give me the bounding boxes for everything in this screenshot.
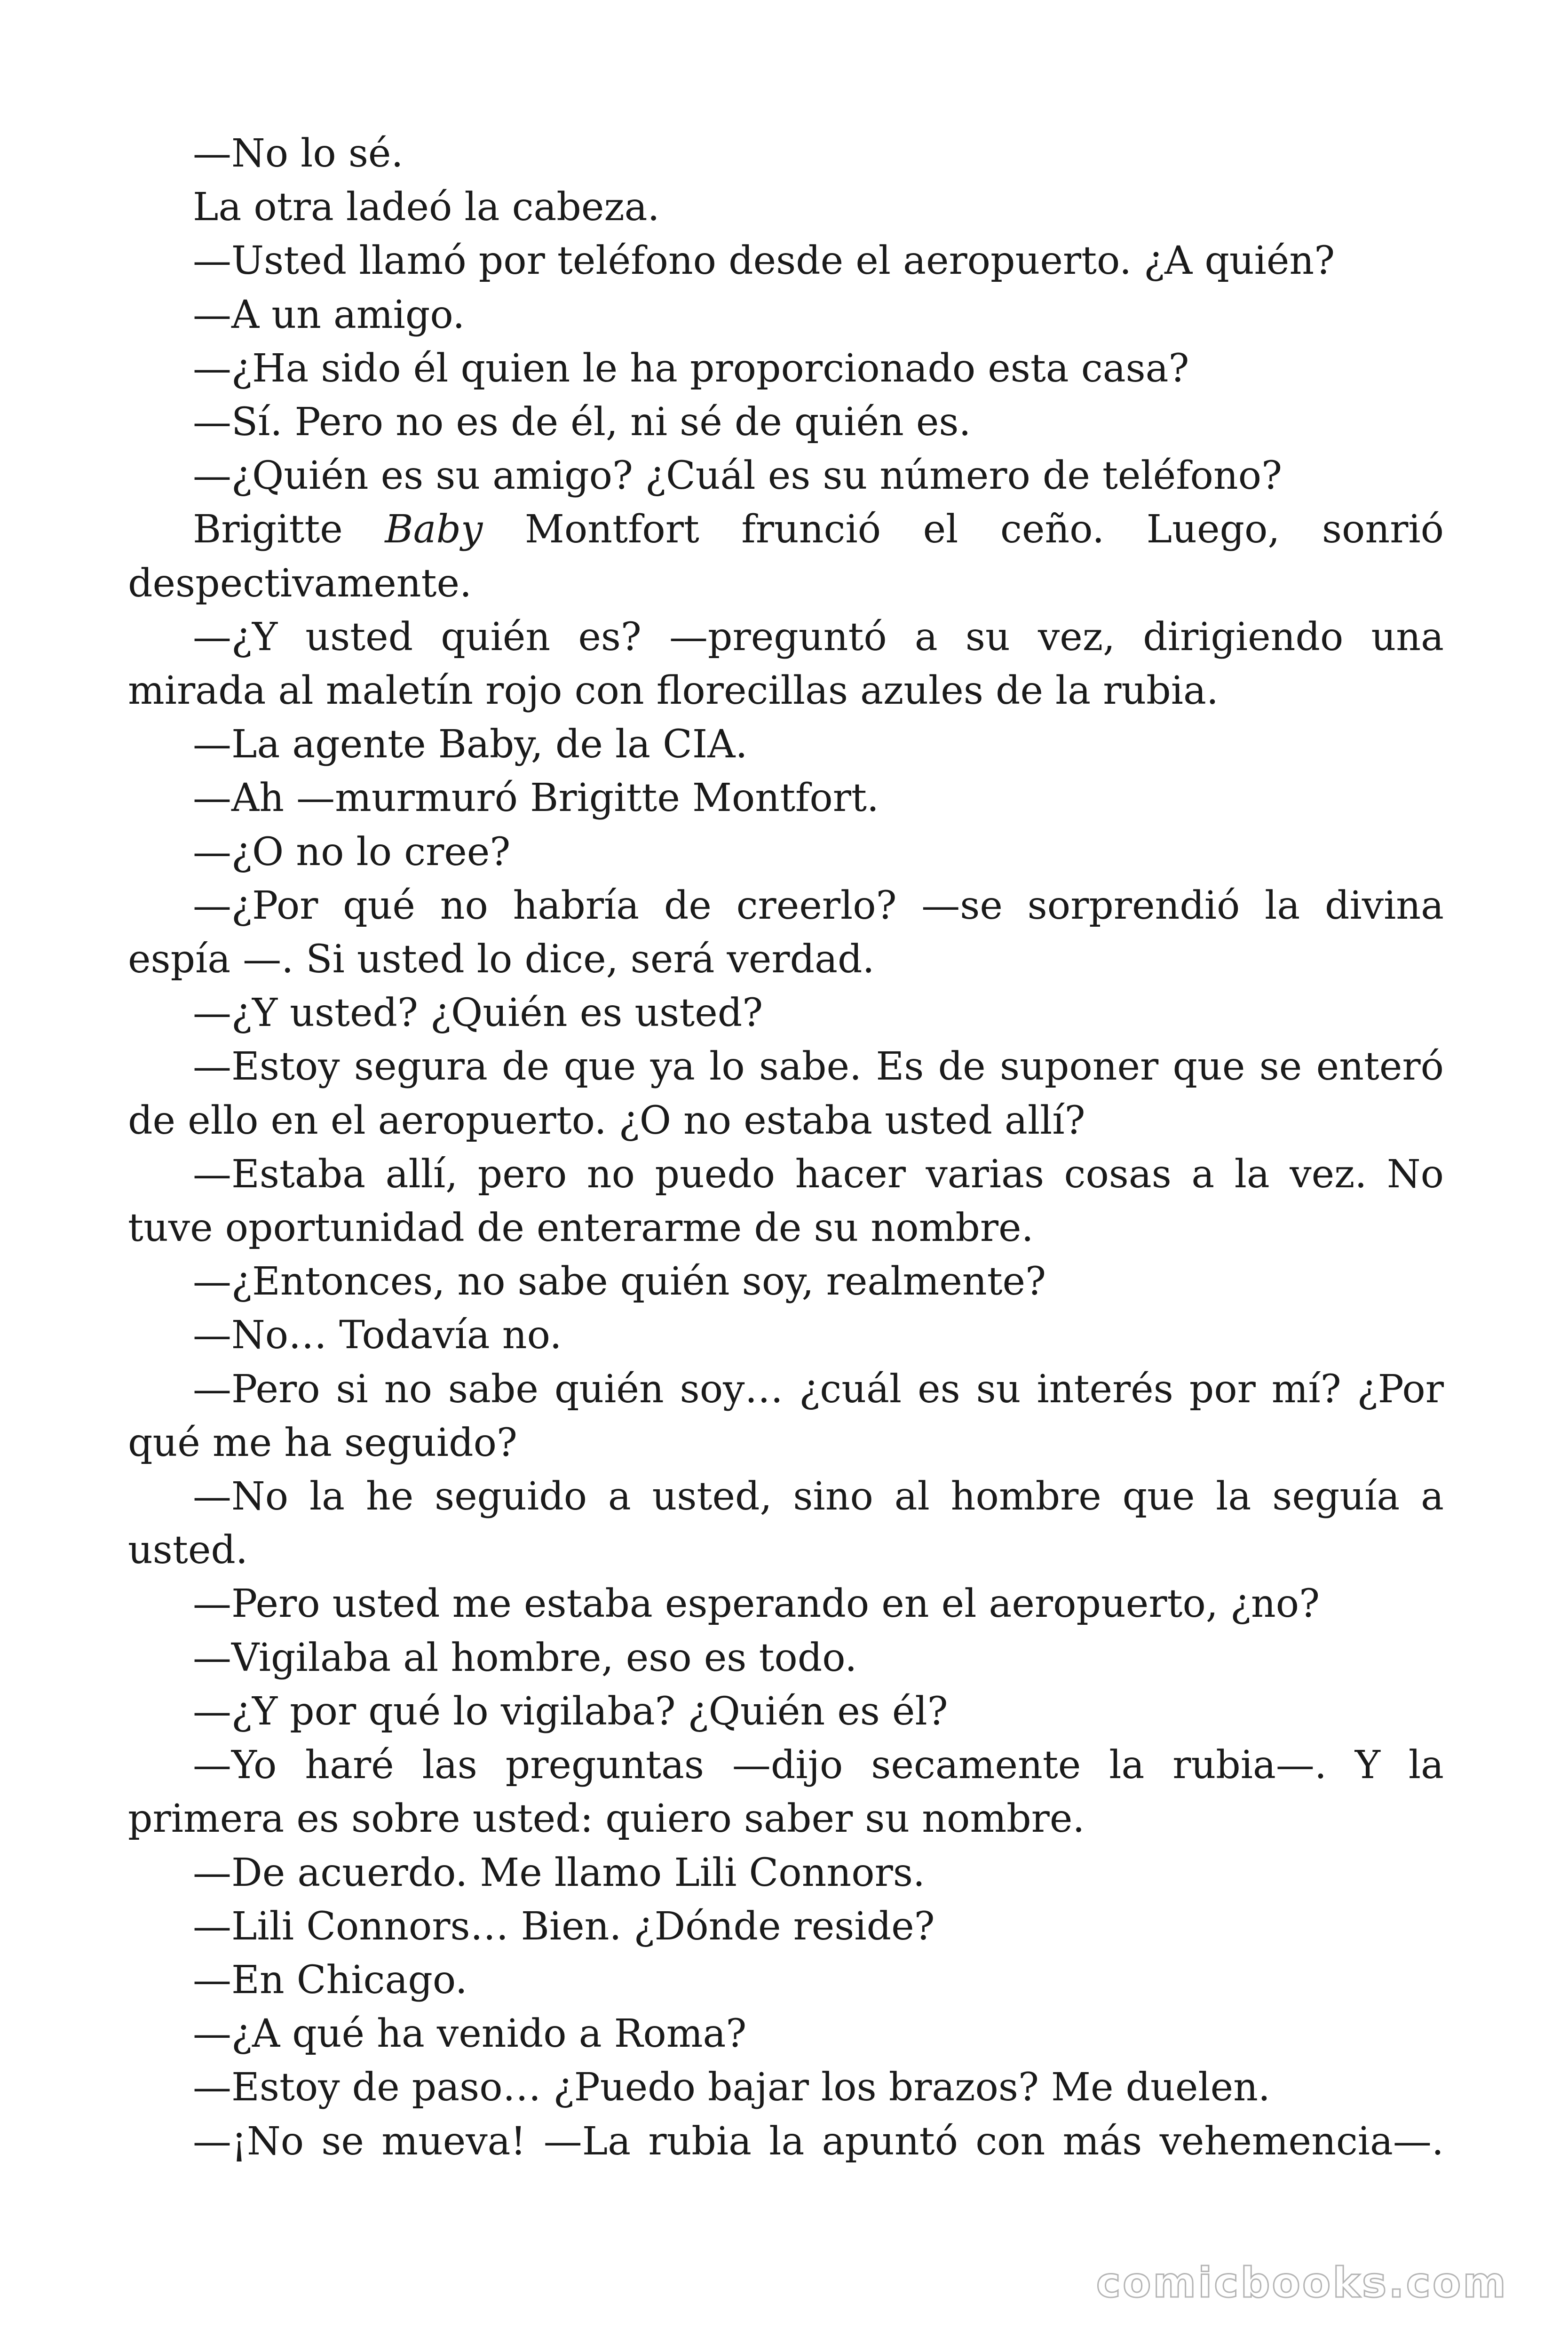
paragraph: —Estoy de paso… ¿Puedo bajar los brazos? Me duelen. xyxy=(193,2065,1270,2110)
paragraph: —Sí. Pero no es de él, ni sé de quién es. xyxy=(193,400,971,445)
paragraph: —¿Y usted? ¿Quién es usted? xyxy=(193,991,763,1036)
paragraph: —Lili Connors… Bien. ¿Dónde reside? xyxy=(193,1904,935,1949)
paragraph: —En Chicago. xyxy=(193,1957,467,2002)
paragraph: —Pero usted me estaba esperando en el aeropuerto, ¿no? xyxy=(193,1581,1320,1627)
paragraph: —¿A qué ha venido a Roma? xyxy=(193,2011,747,2057)
paragraph: —Pero si no sabe quién soy… ¿cuál es su interés por mí? ¿Por qué me ha seguido? xyxy=(128,1367,1444,1465)
watermark: comicbooks.com xyxy=(1096,2258,1508,2307)
paragraph: —¿Y por qué lo vigilaba? ¿Quién es él? xyxy=(193,1689,948,1734)
paragraph: —Yo haré las preguntas —dijo secamente la rubia—. Y la primera es sobre usted: quiero saber su nombre. xyxy=(128,1743,1444,1842)
paragraph: —Usted llamó por teléfono desde el aeropuerto. ¿A quién? xyxy=(193,238,1335,284)
paragraph: —¿O no lo cree? xyxy=(193,829,511,874)
paragraph: —¿Ha sido él quien le ha proporcionado esta casa? xyxy=(193,346,1189,391)
paragraph: La otra ladeó la cabeza. xyxy=(193,185,660,230)
paragraph: —No lo sé. xyxy=(193,131,404,176)
paragraph: —Ah —murmuró Brigitte Montfort. xyxy=(193,776,879,821)
paragraph: —¡No se mueva! —La rubia la apuntó con más vehemencia—. xyxy=(193,2119,1444,2164)
paragraph: —Vigilaba al hombre, eso es todo. xyxy=(193,1635,857,1680)
paragraph: —¿Y usted quién es? —preguntó a su vez, dirigiendo una mirada al maletín rojo con florecillas azules de la rubia. xyxy=(128,614,1444,714)
italic-name: Baby xyxy=(385,507,483,552)
paragraph-text: Brigitte xyxy=(193,507,385,552)
paragraph: —De acuerdo. Me llamo Lili Connors. xyxy=(193,1850,925,1895)
paragraph: —Estoy segura de que ya lo sabe. Es de suponer que se enteró de ello en el aeropuerto. ¿O no estaba usted allí? xyxy=(128,1044,1444,1143)
paragraph: —¿Quién es su amigo? ¿Cuál es su número de teléfono? xyxy=(193,453,1283,499)
paragraph: —No la he seguido a usted, sino al hombre que la seguía a usted. xyxy=(128,1474,1444,1573)
paragraph: —¿Por qué no habría de creerlo? —se sorprendió la divina espía —. Si usted lo dice, será verdad. xyxy=(128,883,1444,982)
paragraph xyxy=(128,503,1444,610)
paragraph: —La agente Baby, de la CIA. xyxy=(193,722,748,767)
paragraph: —¿Entonces, no sabe quién soy, realmente? xyxy=(193,1259,1046,1304)
paragraph: —No… Todavía no. xyxy=(193,1313,562,1358)
paragraph: —Estaba allí, pero no puedo hacer varias cosas a la vez. No tuve oportunidad de enterarme de su nombre. xyxy=(128,1152,1444,1251)
body-text xyxy=(128,127,1444,2169)
paragraph: —A un amigo. xyxy=(193,292,465,337)
paragraph-text: Montfort frunció el ceño. Luego, sonrió despectivamente. xyxy=(128,507,1444,606)
